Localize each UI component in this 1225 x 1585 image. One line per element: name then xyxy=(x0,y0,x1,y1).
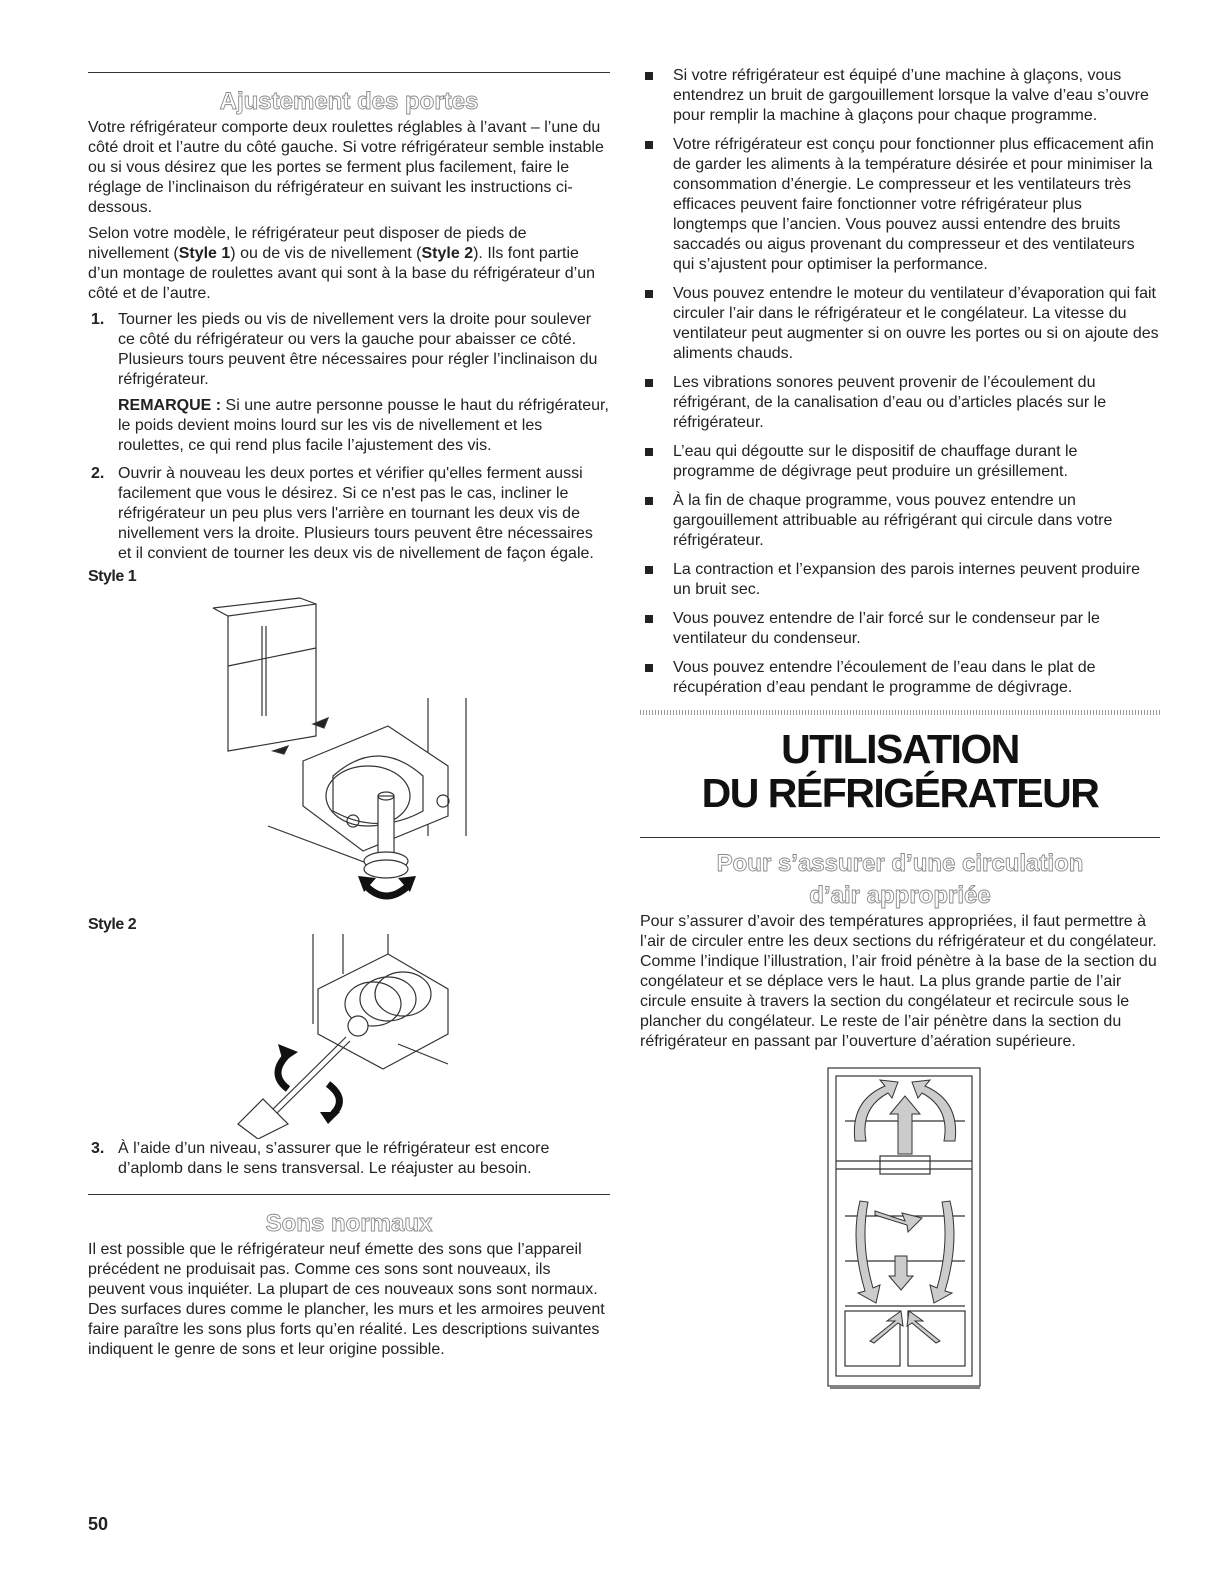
bullet-square-icon xyxy=(645,290,653,298)
adjust-paragraph-2: Selon votre modèle, le réfrigérateur peut disposer de pieds de nivellement (Style 1) ou de vis de nivellement (Style 2). Ils font partie d’un montage de roulettes avant qui sont à la base du réfrigérateur d’un côté et de l’autre. xyxy=(88,225,595,302)
sounds-paragraph: Il est possible que le réfrigérateur neuf émette des sons que l’appareil précédent ne produisait pas. Comme ces sons sont nouveaux, ils peuvent vous inquiéter. La plupart de ces nouveaux sons sont normaux. Des surfaces dures comme le plancher, les murs et les armoires peuvent faire paraître les sons plus forts qu’en réalité. Les descriptions suivantes indiquent le genre de sons et leur origine possible. xyxy=(88,1241,605,1358)
air-circulation-paragraph: Pour s’assurer d’avoir des températures appropriées, il faut permettre à l’air de circuler entre les deux sections du réfrigérateur et du congélateur. Comme l’indique l’illustration, l’air froid pénètre à la base de la section du congélateur et se déplace vers le haut. La plus grande partie de l’air circule ensuite à travers la section du congélateur et recircule sous le plancher du congélateur. Le reste de l’air pénètre dans la section du réfrigérateur en passant par l’ouverture d’aération supérieure. xyxy=(640,913,1157,1050)
style-2-label: Style 2 xyxy=(88,916,137,933)
list-item: L’eau qui dégoutte sur le dispositif de chauffage durant le programme de dégivrage peut produire un grésillement. xyxy=(640,442,1160,482)
step-1 xyxy=(88,310,610,456)
section-title-normal-sounds: Sons normaux xyxy=(265,1210,433,1237)
style-2-leveling-screw-illustration xyxy=(88,934,610,1139)
section-title-air-circulation: Pour s’assurer d’une circulation d’air appropriée xyxy=(716,850,1084,909)
adjust-paragraph-1: Votre réfrigérateur comporte deux roulettes réglables à l’avant – l’une du côté droit et l’autre du côté gauche. Si votre réfrigérateur semble instable ou si vous désirez que les portes se ferment plus facilement, faire le réglage de l’inclinaison du réfrigérateur en suivant les instructions ci-dessous. xyxy=(88,119,604,216)
step-number: 3. xyxy=(91,1140,105,1157)
bullet-square-icon xyxy=(645,664,653,672)
remark-note xyxy=(118,396,610,456)
left-column xyxy=(88,0,610,1360)
list-item: Les vibrations sonores peuvent provenir de l’écoulement du réfrigérant, de la canalisation d’eau ou d’articles placés sur le réfrigérateur. xyxy=(640,373,1160,433)
remark-label: REMARQUE : xyxy=(118,397,222,414)
style-1-label: Style 1 xyxy=(88,568,137,585)
remark-text: Si une autre personne pousse le haut du réfrigérateur, le poids devient moins lourd sur les vis de nivellement et les roulettes, ce qui rend plus facile l’ajustement des vis. xyxy=(118,397,609,454)
step-number: 1. xyxy=(91,311,105,328)
step-text: À l’aide d’un niveau, s’assurer que le réfrigérateur est encore d’aplomb dans le sens transversal. Le réajuster au besoin. xyxy=(118,1140,550,1177)
step-text: Tourner les pieds ou vis de nivellement vers la droite pour soulever ce côté du réfrigérateur ou vers la gauche pour abaisser ce côté. Plusieurs tours peuvent être nécessaires pour régler l’inclinaison du réfrigérateur. xyxy=(118,311,598,388)
step-3 xyxy=(88,1139,610,1179)
bullet-square-icon xyxy=(645,379,653,387)
list-item: Vous pouvez entendre le moteur du ventilateur d’évaporation qui fait circuler l’air dans le réfrigérateur et le congélateur. La vitesse du ventilateur peut augmenter si on ouvre les portes ou si on ajoute des aliments chauds. xyxy=(640,284,1160,364)
list-item: Vous pouvez entendre de l’air forcé sur le condenseur par le ventilateur du condenseur. xyxy=(640,609,1160,649)
style-1-leveling-leg-illustration xyxy=(88,586,610,916)
list-item: Votre réfrigérateur est conçu pour fonctionner plus efficacement afin de garder les aliments à la température désirée et pour minimiser la consommation d’énergie. Le compresseur et les ventilateurs très efficaces peuvent faire fonctionner votre réfrigérateur plus longtemps que l’ancien. Vous pouvez aussi entendre des bruits saccadés ou aigus provenant du compresseur et des ventilateurs qui s’ajustent pour optimiser la performance. xyxy=(640,135,1160,275)
list-item: À la fin de chaque programme, vous pouvez entendre un gargouillement attribuable au réfrigérant qui circule dans votre réfrigérateur. xyxy=(640,491,1160,551)
sounds-bullet-list xyxy=(640,66,1160,698)
bullet-square-icon xyxy=(645,72,653,80)
chapter-title: UTILISATION DU RÉFRIGÉRATEUR xyxy=(701,726,1099,816)
bullet-square-icon xyxy=(645,566,653,574)
step-2 xyxy=(88,464,610,564)
list-item: La contraction et l’expansion des parois internes peuvent produire un bruit sec. xyxy=(640,560,1160,600)
bullet-square-icon xyxy=(645,615,653,623)
section-title-adjust-doors: Ajustement des portes xyxy=(219,88,479,115)
bullet-square-icon xyxy=(645,448,653,456)
list-item: Si votre réfrigérateur est équipé d’une machine à glaçons, vous entendrez un bruit de gargouillement lorsque la valve d’eau s’ouvre pour remplir la machine à glaçons pour chaque programme. xyxy=(640,66,1160,126)
air-circulation-illustration xyxy=(640,1066,1160,1396)
bullet-square-icon xyxy=(645,497,653,505)
bullet-square-icon xyxy=(645,141,653,149)
step-number: 2. xyxy=(91,465,105,482)
page-number: 50 xyxy=(88,1514,109,1534)
right-column xyxy=(640,0,1160,1396)
step-text: Ouvrir à nouveau les deux portes et vérifier qu'elles ferment aussi facilement que vous le désirez. Si ce n'est pas le cas, incliner le réfrigérateur un peu plus vers l'arrière en tournant les deux vis de nivellement vers la droite. Plusieurs tours peuvent être nécessaires et il convient de tourner les deux vis de nivellement de façon égale. xyxy=(118,465,594,562)
list-item: Vous pouvez entendre l’écoulement de l’eau dans le plat de récupération d’eau pendant le programme de dégivrage. xyxy=(640,658,1160,698)
